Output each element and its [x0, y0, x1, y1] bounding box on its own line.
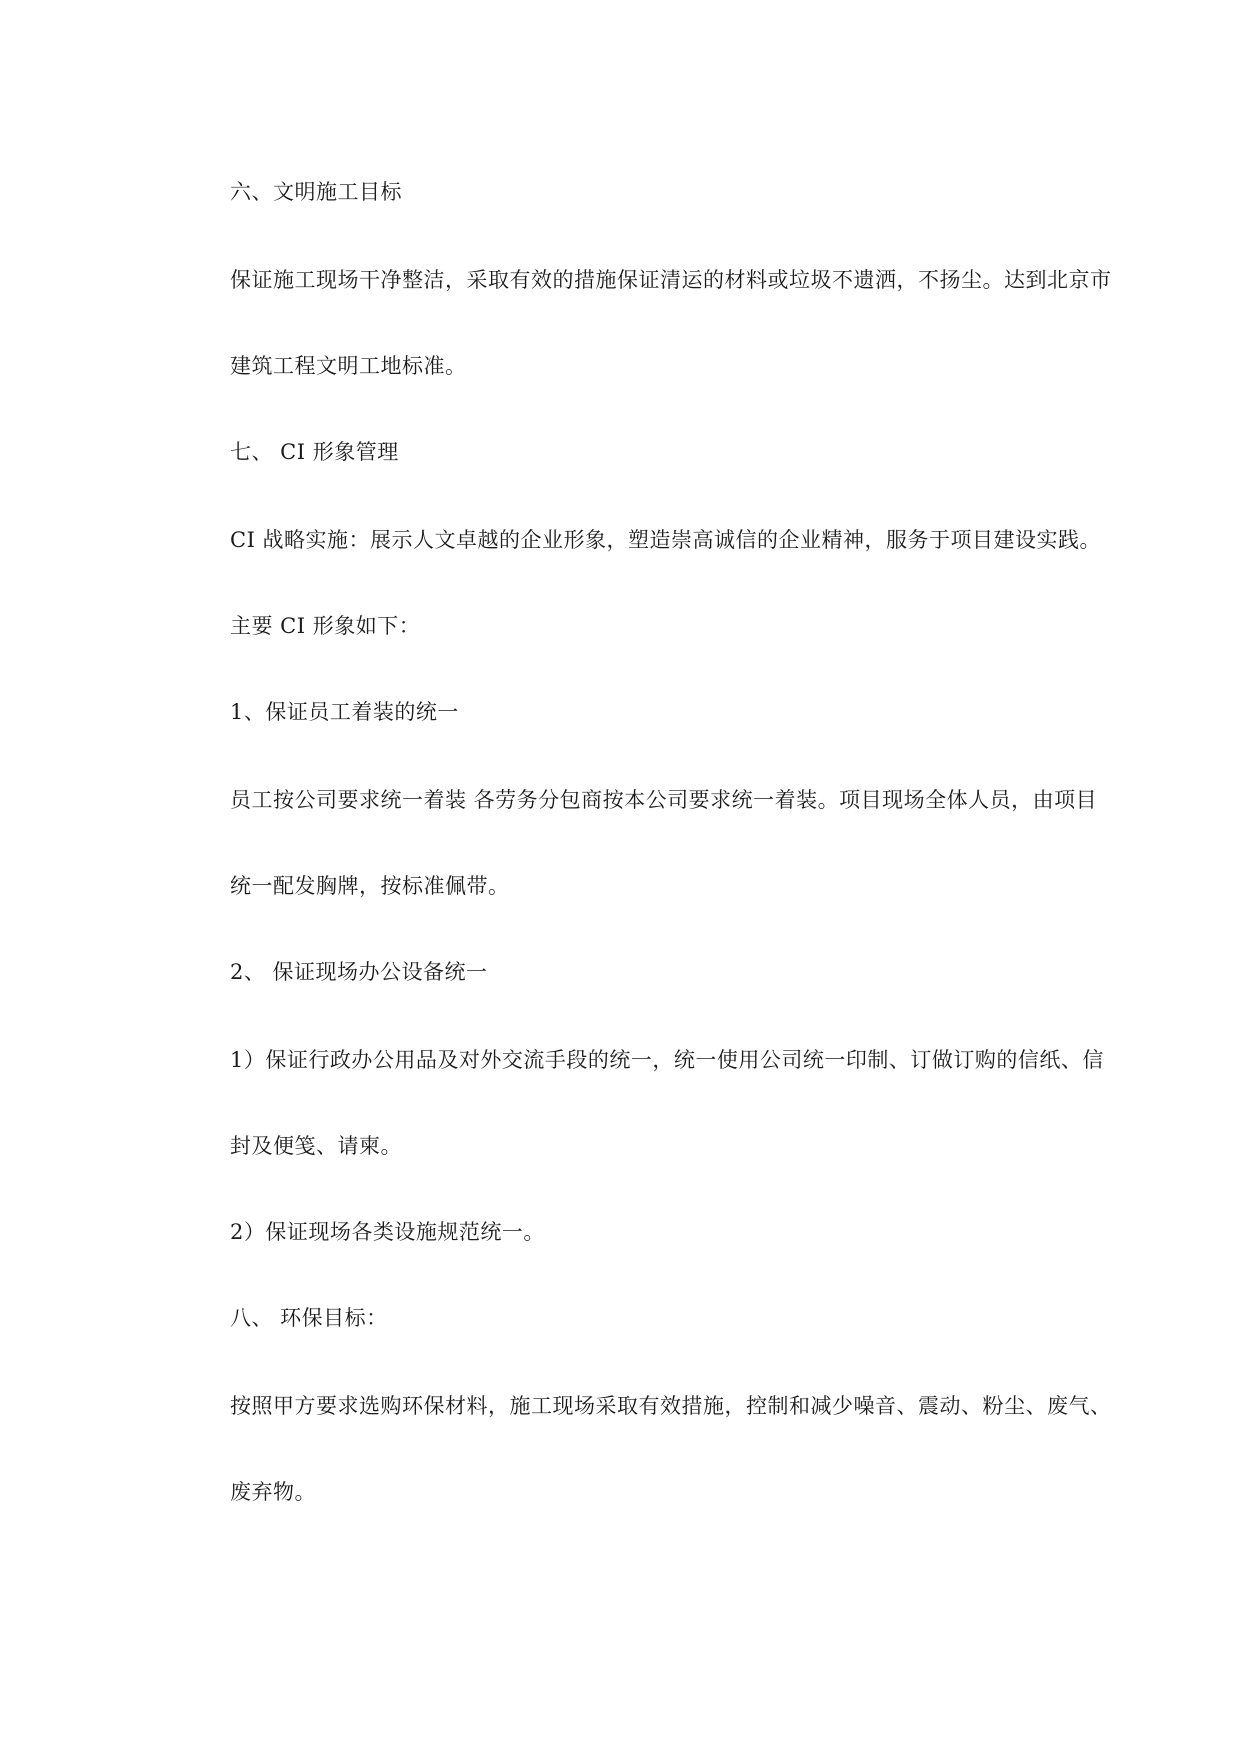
paragraph-line: 保证施工现场干净整洁，采取有效的措施保证清运的材料或垃圾不遗洒，不扬尘。达到北京市	[230, 268, 1112, 292]
paragraph-line: 建筑工程文明工地标准。	[230, 354, 467, 378]
paragraph-line: 统一配发胸牌，按标准佩带。	[230, 874, 510, 898]
paragraph-line: 主要 CI 形象如下：	[230, 614, 421, 638]
subheading-1: 1、保证员工着装的统一	[230, 700, 459, 724]
section-heading-8: 八、 环保目标：	[230, 1306, 388, 1330]
paragraph-line: 员工按公司要求统一着装 各劳务分包商按本公司要求统一着装。项目现场全体人员，由项目	[230, 788, 1098, 812]
section-heading-7: 七、 CI 形象管理	[230, 440, 399, 464]
paragraph-line: 1）保证行政办公用品及对外交流手段的统一，统一使用公司统一印制、订做订购的信纸、信	[230, 1048, 1104, 1072]
section-heading-6: 六、文明施工目标	[230, 180, 402, 204]
subheading-2: 2、 保证现场办公设备统一	[230, 960, 488, 984]
paragraph-line: CI 战略实施：展示人文卓越的企业形象，塑造崇高诚信的企业精神，服务于项目建设实践。	[230, 528, 1102, 552]
paragraph-line: 封及便笺、请柬。	[230, 1134, 402, 1158]
paragraph-line: 2）保证现场各类设施规范统一。	[230, 1220, 545, 1244]
paragraph-line: 按照甲方要求选购环保材料，施工现场采取有效措施，控制和减少噪音、震动、粉尘、废气、	[230, 1394, 1112, 1418]
paragraph-line: 废弃物。	[230, 1480, 316, 1504]
